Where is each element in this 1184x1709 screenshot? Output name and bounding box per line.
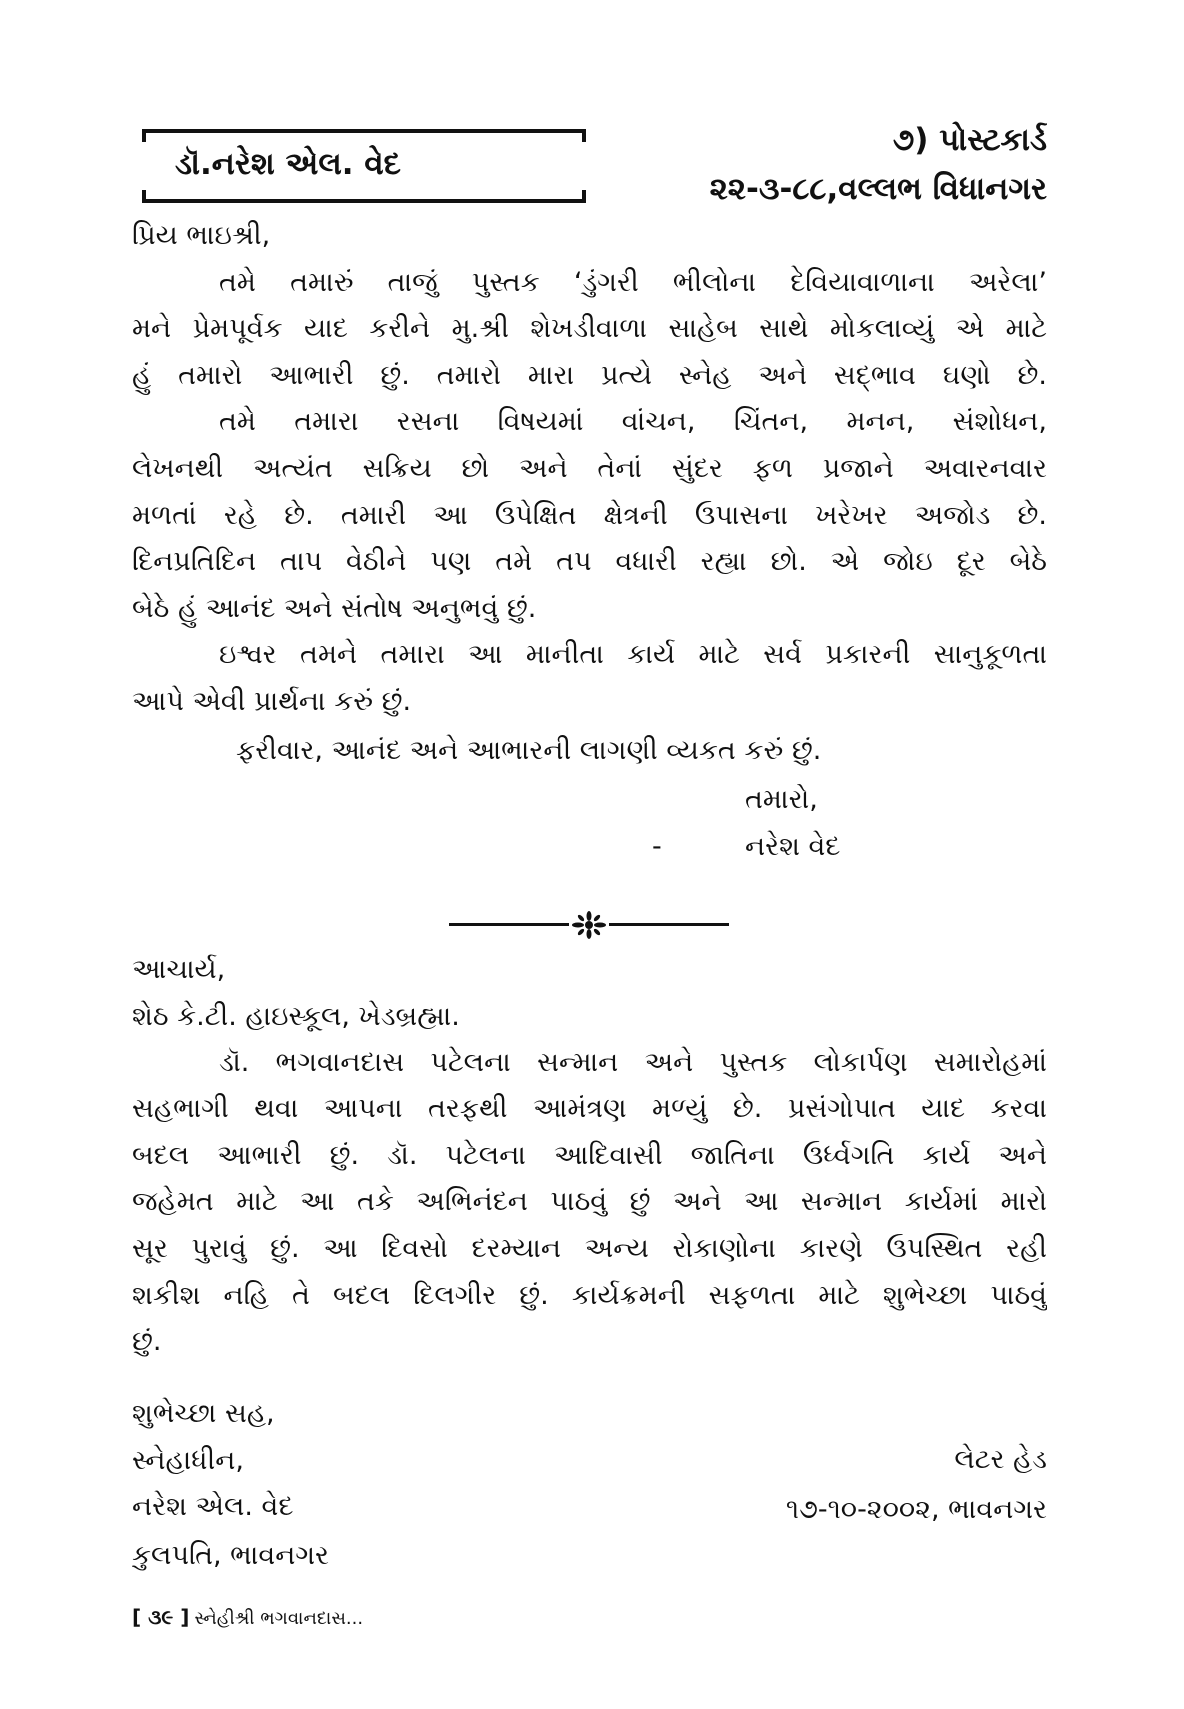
body-line: તમે તમારા રસના વિષયમાં વાંચન, ચિંતન, મનન, સંશોધન, <box>219 406 1047 438</box>
body-line: લેખનથી અત્યંત સક્રિય છો અને તેનાં સુંદર ફળ પ્રજાને અવારનવાર <box>132 453 1047 485</box>
body-line: શકીશ નહિ તે બદલ દિલગીર છું. કાર્યક્રમની સફળતા માટે શુભેચ્છા પાઠવું <box>132 1279 1047 1311</box>
body-line: સહભાગી થવા આપના તરફથી આમંત્રણ મળ્યું છે. પ્રસંગોપાત યાદ કરવા <box>132 1093 1047 1125</box>
body-line: તમે તમારું તાજું પુસ્તક ‘ડુંગરી ભીલોના દેવિયાવાળાના અરેલા’ <box>219 266 1047 298</box>
box-tick <box>582 129 586 142</box>
letter2-addressee-org: શેઠ કે.ટી. હાઇસ્કૂલ, ખેડબ્રહ્મા. <box>132 1000 460 1032</box>
body-line: બેઠે હું આનંદ અને સંતોષ અનુભવું છું. <box>132 592 537 624</box>
letter1-signature: નરેશ વેદ <box>745 830 841 862</box>
box-bottom-rule <box>142 199 586 203</box>
letter2-body <box>132 1040 1047 1366</box>
letter2-addressee-title: આચાર્ય, <box>132 953 226 985</box>
box-tick <box>142 190 146 203</box>
section-divider <box>449 910 729 940</box>
floral-ornament-icon <box>569 910 609 940</box>
letter2-signature: નરેશ એલ. વેદ <box>132 1490 294 1522</box>
body-line: બદલ આભારી છું. ડૉ. પટેલના આદિવાસી જાતિના ઉર્ધ્વગતિ કાર્ય અને <box>132 1139 1047 1171</box>
author-name: ડૉ.નરેશ એલ. વેદ <box>175 146 401 182</box>
box-top-rule <box>142 129 586 133</box>
body-line: ઇશ્વર તમને તમારા આ માનીતા કાર્ય માટે સર્વ પ્રકારની સાનુકૂળતા <box>219 639 1047 671</box>
letter2-closing-line: શુભેચ્છા સહ, <box>132 1397 275 1429</box>
body-line: મળતાં રહે છે. તમારી આ ઉપેક્ષિત ક્ષેત્રની ઉપાસના ખરેખર અજોડ છે. <box>132 499 1047 531</box>
letter2-closing-line: સ્નેહાધીન, <box>132 1444 244 1476</box>
page-footer <box>132 1602 732 1632</box>
signature-dash: - <box>652 830 662 862</box>
box-tick <box>142 129 146 142</box>
header-date-place: ૨૨-૩-૮૮,વલ્લભ વિધાનગર <box>709 171 1047 207</box>
body-line: છું. <box>132 1326 162 1358</box>
letter-type-label: લેટર હેડ <box>954 1443 1047 1475</box>
body-line: દિનપ્રતિદિન તાપ વેઠીને પણ તમે તપ વધારી રહ્યા છો. એ જોઇ દૂર બેઠે <box>132 546 1047 578</box>
letter2-date-place: ૧૭-૧૦-૨૦૦૨, ભાવનગર <box>785 1493 1047 1525</box>
letter2-designation: કુલપતિ, ભાવનગર <box>132 1539 329 1571</box>
page-number: [ ૩૯ ] <box>132 1605 190 1629</box>
body-line: ડૉ. ભગવાનદાસ પટેલના સન્માન અને પુસ્તક લોકાર્પણ સમારોહમાં <box>219 1046 1047 1078</box>
letter1-final-line: ફરીવાર, આનંદ અને આભારની લાગણી વ્યકત કરું છું. <box>236 734 822 766</box>
body-line: મને પ્રેમપૂર્વક યાદ કરીને મુ.શ્રી શેખડીવાળા સાહેબ સાથે મોકલાવ્યું એ માટે <box>132 313 1047 345</box>
letter1-salutation: પ્રિય ભાઇશ્રી, <box>132 219 271 251</box>
body-line: સૂર પુરાવું છું. આ દિવસો દરમ્યાન અન્ય રોકાણોના કારણે ઉપસ્થિત રહી <box>132 1233 1047 1265</box>
body-line: હું તમારો આભારી છું. તમારો મારા પ્રત્યે સ્નેહ અને સદ્ભાવ ઘણો છે. <box>132 359 1047 391</box>
body-line: જહેમત માટે આ તકે અભિનંદન પાઠવું છું અને આ સન્માન કાર્યમાં મારો <box>132 1186 1047 1218</box>
body-line: આપે એવી પ્રાર્થના કરું છું. <box>132 686 412 718</box>
letter1-body <box>132 260 1047 726</box>
letter1-closing: તમારો, <box>745 783 818 815</box>
box-tick <box>582 190 586 203</box>
item-label: ૭) પોસ્ટકાર્ડ <box>892 122 1047 158</box>
running-title: સ્નેહીશ્રી ભગવાનદાસ... <box>194 1608 364 1629</box>
